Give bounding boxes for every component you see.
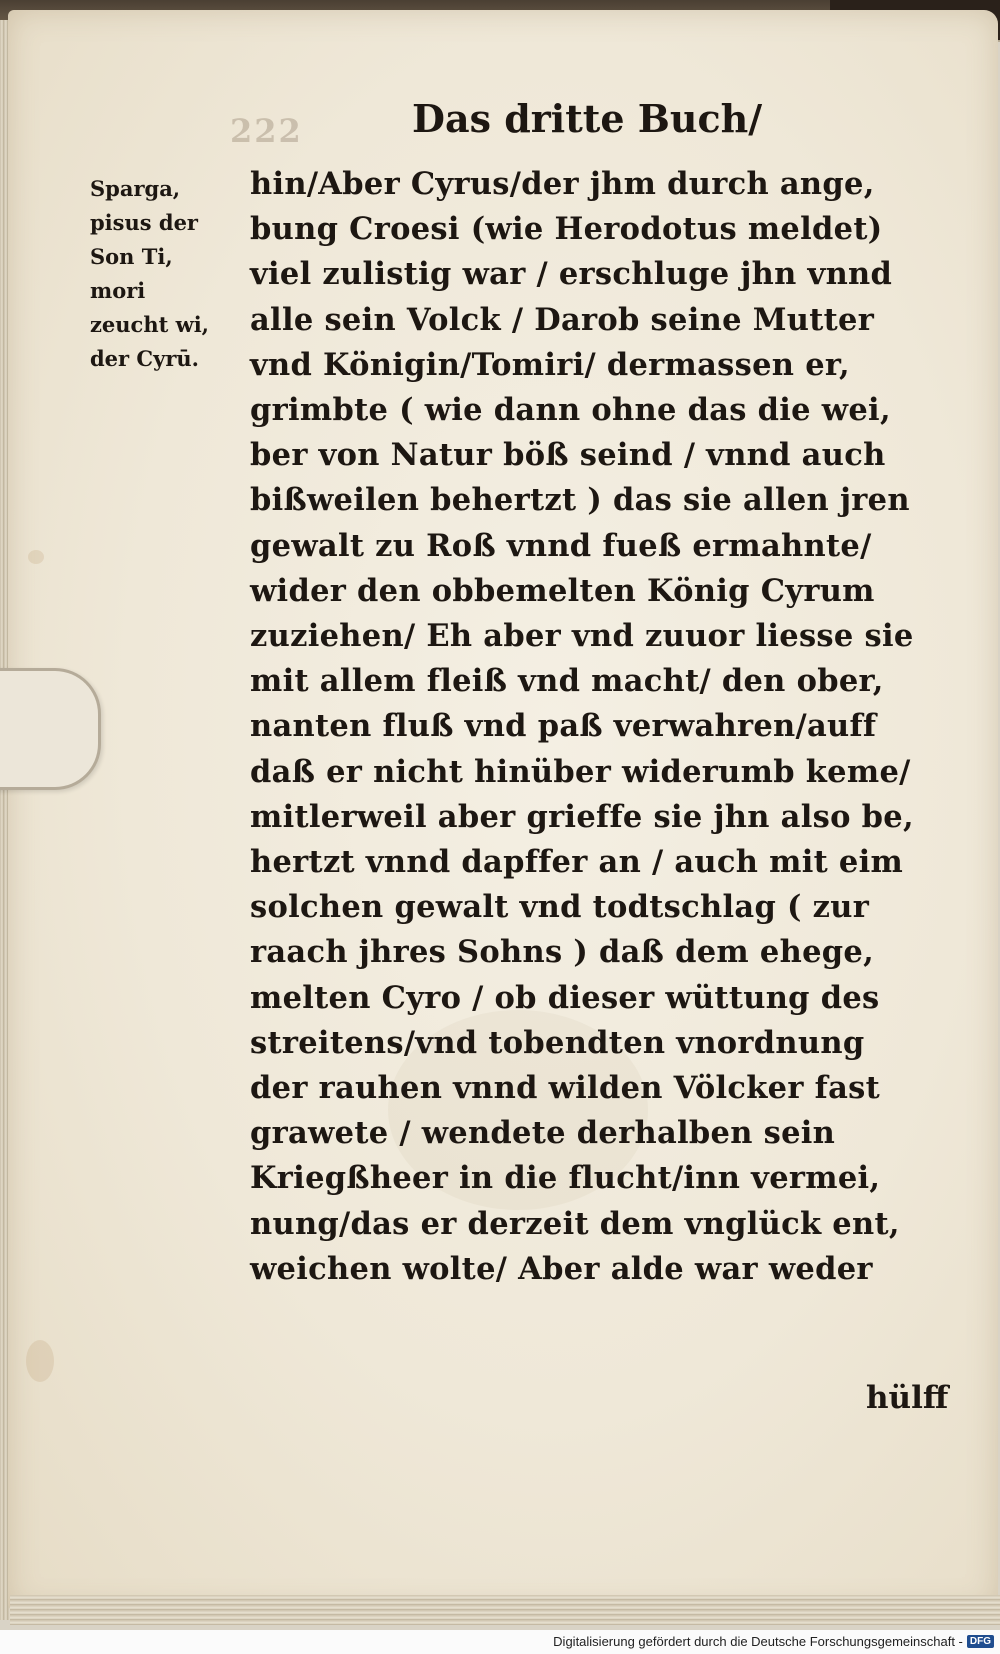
funding-credit: [553, 1634, 994, 1649]
text-line: vnd Königin/Tomiri/ dermassen er,: [250, 346, 850, 383]
text-line: hertzt vnnd dapffer an / auch mit eim: [250, 844, 904, 881]
marginal-note-line: pisus der: [90, 210, 198, 235]
catchword: hülff: [866, 1380, 949, 1416]
text-line: bung Croesi (wie Herodotus meldet): [250, 211, 883, 248]
marginal-note-line: zeucht wi,: [90, 312, 209, 337]
text-line: weichen wolte/ Aber alde war weder: [250, 1250, 873, 1287]
text-line: der rauhen vnnd wilden Völcker fast: [250, 1070, 881, 1107]
text-line: ber von Natur böß seind / vnnd auch: [250, 437, 886, 474]
text-line: Kriegßheer in die flucht/inn vermei,: [250, 1160, 881, 1197]
body-text: [250, 162, 950, 1292]
funding-credit-text: Digitalisierung gefördert durch die Deutsche Forschungsgemeinschaft -: [553, 1634, 963, 1649]
text-line: hin/Aber Cyrus/der jhm durch ange,: [250, 166, 875, 202]
marginal-note-line: Son Ti,: [90, 244, 173, 269]
page-number: 222: [230, 112, 303, 150]
paper-stain: [26, 1340, 54, 1382]
text-line: daß er nicht hinüber widerumb keme/: [250, 753, 911, 790]
text-line: viel zulistig war / erschluge jhn vnnd: [250, 256, 893, 293]
text-line: alle sein Volck / Darob seine Mutter: [250, 301, 875, 338]
text-line: nung/das er derzeit dem vnglück ent,: [250, 1205, 900, 1242]
running-head: Das dritte Buch/: [412, 96, 763, 141]
text-line: streitens/vnd tobendten vnordnung: [250, 1024, 865, 1061]
text-line: grawete / wendete derhalben sein: [250, 1115, 836, 1152]
text-line: grimbte ( wie dann ohne das die wei,: [250, 392, 891, 429]
text-line: solchen gewalt vnd todtschlag ( zur: [250, 889, 870, 926]
text-line: nanten fluß vnd paß verwahren/auff: [250, 708, 877, 745]
text-line: mit allem fleiß vnd macht/ den ober,: [250, 663, 884, 700]
text-line: mitlerweil aber grieffe sie jhn also be,: [250, 798, 914, 835]
paper-stain: [28, 550, 44, 564]
marginal-note: [90, 172, 240, 376]
marginal-note-line: Sparga,: [90, 176, 181, 201]
text-line: zuziehen/ Eh aber vnd zuuor liesse sie: [250, 618, 914, 655]
text-line: melten Cyro / ob dieser wüttung des: [250, 979, 880, 1016]
dfg-logo: DFG: [967, 1635, 994, 1648]
text-line: raach jhres Sohns ) daß dem ehege,: [250, 934, 875, 971]
text-line: wider den obbemelten König Cyrum: [250, 572, 875, 609]
page-stack-bottom-edge: [10, 1595, 1000, 1625]
text-line: bißweilen behertzt ) das sie allen jren: [250, 482, 910, 519]
bookmark-tab: [0, 668, 101, 790]
text-line: gewalt zu Roß vnnd fueß ermahnte/: [250, 527, 872, 564]
marginal-note-line: der Cyrū.: [90, 346, 199, 371]
marginal-note-line: mori: [90, 278, 146, 303]
